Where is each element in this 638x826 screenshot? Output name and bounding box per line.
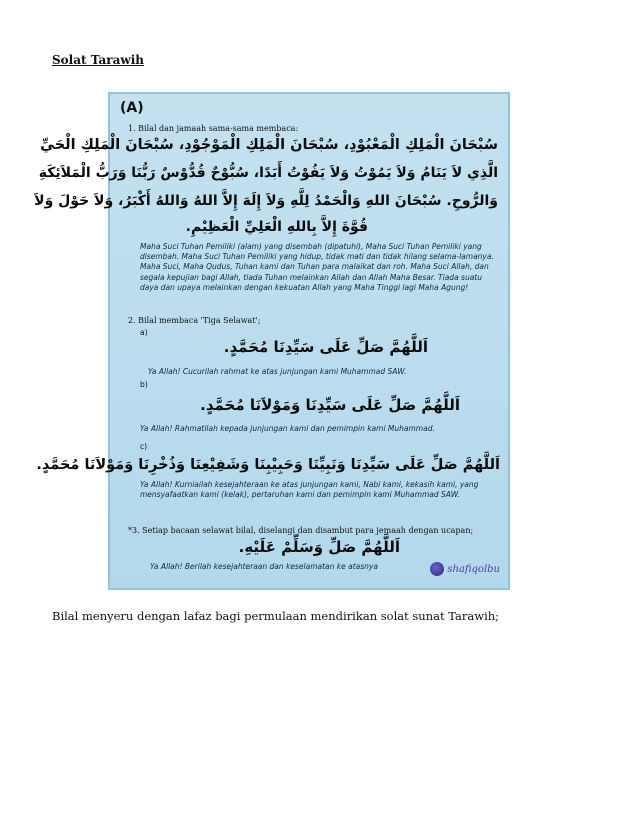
item-2-title: 2. Bilal membaca 'Tiga Selawat'; [128,316,261,325]
item-1-title: 1. Bilal dan jamaah sama-sama membaca: [128,124,299,133]
arabic-a: اَللَّهُمَّ صَلِّ عَلَى سَيِّدِنَا مُحَمَّدٍ. [223,338,428,356]
item-3-title: *3. Setiap bacaan selawat bilal, diselangi dan disambut para jemaah dengan ucapan; [128,526,474,535]
caption-text: Bilal menyeru dengan lafaz bagi permulaan mendirikan solat sunat Tarawih; [52,609,500,623]
logo-text: shafiqolbu [447,563,500,575]
arabic-line-2: الَّذِي لاَ يَنَامُ وَلاَ يَمُوْتُ وَلاَ يَفُوْتُ أَبَدًا، سُبُّوْحٌ قُدُّوْسٌ رَبُّنَا وَرَبُّ الْمَلاَئِكَةِ [38,165,498,181]
label-a: a) [140,328,148,337]
label-b: b) [140,380,148,389]
translation-b: Ya Allah! Rahmatilah kepada junjungan kami dan pemimpin kami Muhammad. [140,424,435,433]
label-c: c) [140,442,148,451]
arabic-line-1: سُبْحَانَ الْمَلِكِ الْمَعْبُوْدِ، سُبْحَانَ الْمَلِكِ الْمَوْجُوْدِ، سُبْحَانَ الْمَلِكِ الْحَيِّ [40,137,498,153]
translation-1: Maha Suci Tuhan Pemiliki (alam) yang disembah (dipatuhi), Maha Suci Tuhan Pemiliki yang disembah. Maha Suci Tuhan Pemiliki yang hidup, tidak mati dan tidak hilang selama-lamanya. Maha Suci, Maha Qudus, Tuhan kami dan Tuhan para malaikat dan roh. Maha Suci Allah, dan segala kepujian bagi Allah, tiada Tuhan melainkan Allah dan Allah Maha Besar. Tiada suatu daya dan upaya melainkan dengan kekuatan Allah yang Maha Tinggi lagi Maha Agung! [140,242,494,292]
translation-c: Ya Allah! Kurniailah kesejahteraan ke atas junjungan kami, Nabi kami, kekasih kami, yang mensyafaatkan kami (kelak), pertaruhan kami dan pemimpin kami Muhammad SAW. [140,480,479,500]
page-heading: Solat Tarawih [52,53,144,67]
section-label: (A) [120,100,144,116]
translation-a: Ya Allah! Cucurilah rahmat ke atas junjungan kami Muhammad SAW. [148,367,407,376]
arabic-line-4: قُوَّةَ إِلاَّ بِاللهِ الْعَلِيِّ الْعَظِيْمِ. [185,219,368,235]
prayer-text-image [34,92,510,590]
arabic-c: اَللَّهُمَّ صَلِّ عَلَى سَيِّدِنَا وَنَبِيِّنَا وَحَبِيْبِنَا وَشَفِيْعِنَا وَذُخْرِنَا وَمَوْلاَنَا مُحَمَّدٍ. [36,457,500,473]
arabic-b: اَللَّهُمَّ صَلِّ عَلَى سَيِّدِنَا وَمَوْلاَنَا مُحَمَّدٍ. [200,396,460,414]
translation-d: Ya Allah! Berilah kesejahteraan dan keselamatan ke atasnya [150,562,378,571]
logo-icon [430,562,444,576]
arabic-d: اَللَّهُمَّ صَلِّ وَسَلِّمْ عَلَيْهِ. [238,538,400,556]
shafiqolbu-logo [430,562,500,576]
arabic-line-3: وَالرُّوحِ. سُبْحَانَ اللهِ وَالْحَمْدُ لِلَّهِ وَلاَ إِلَهَ إِلاَّ اللهُ وَاللهُ أَكْبَرُ، وَلاَ حَوْلَ وَلاَ [34,193,498,209]
